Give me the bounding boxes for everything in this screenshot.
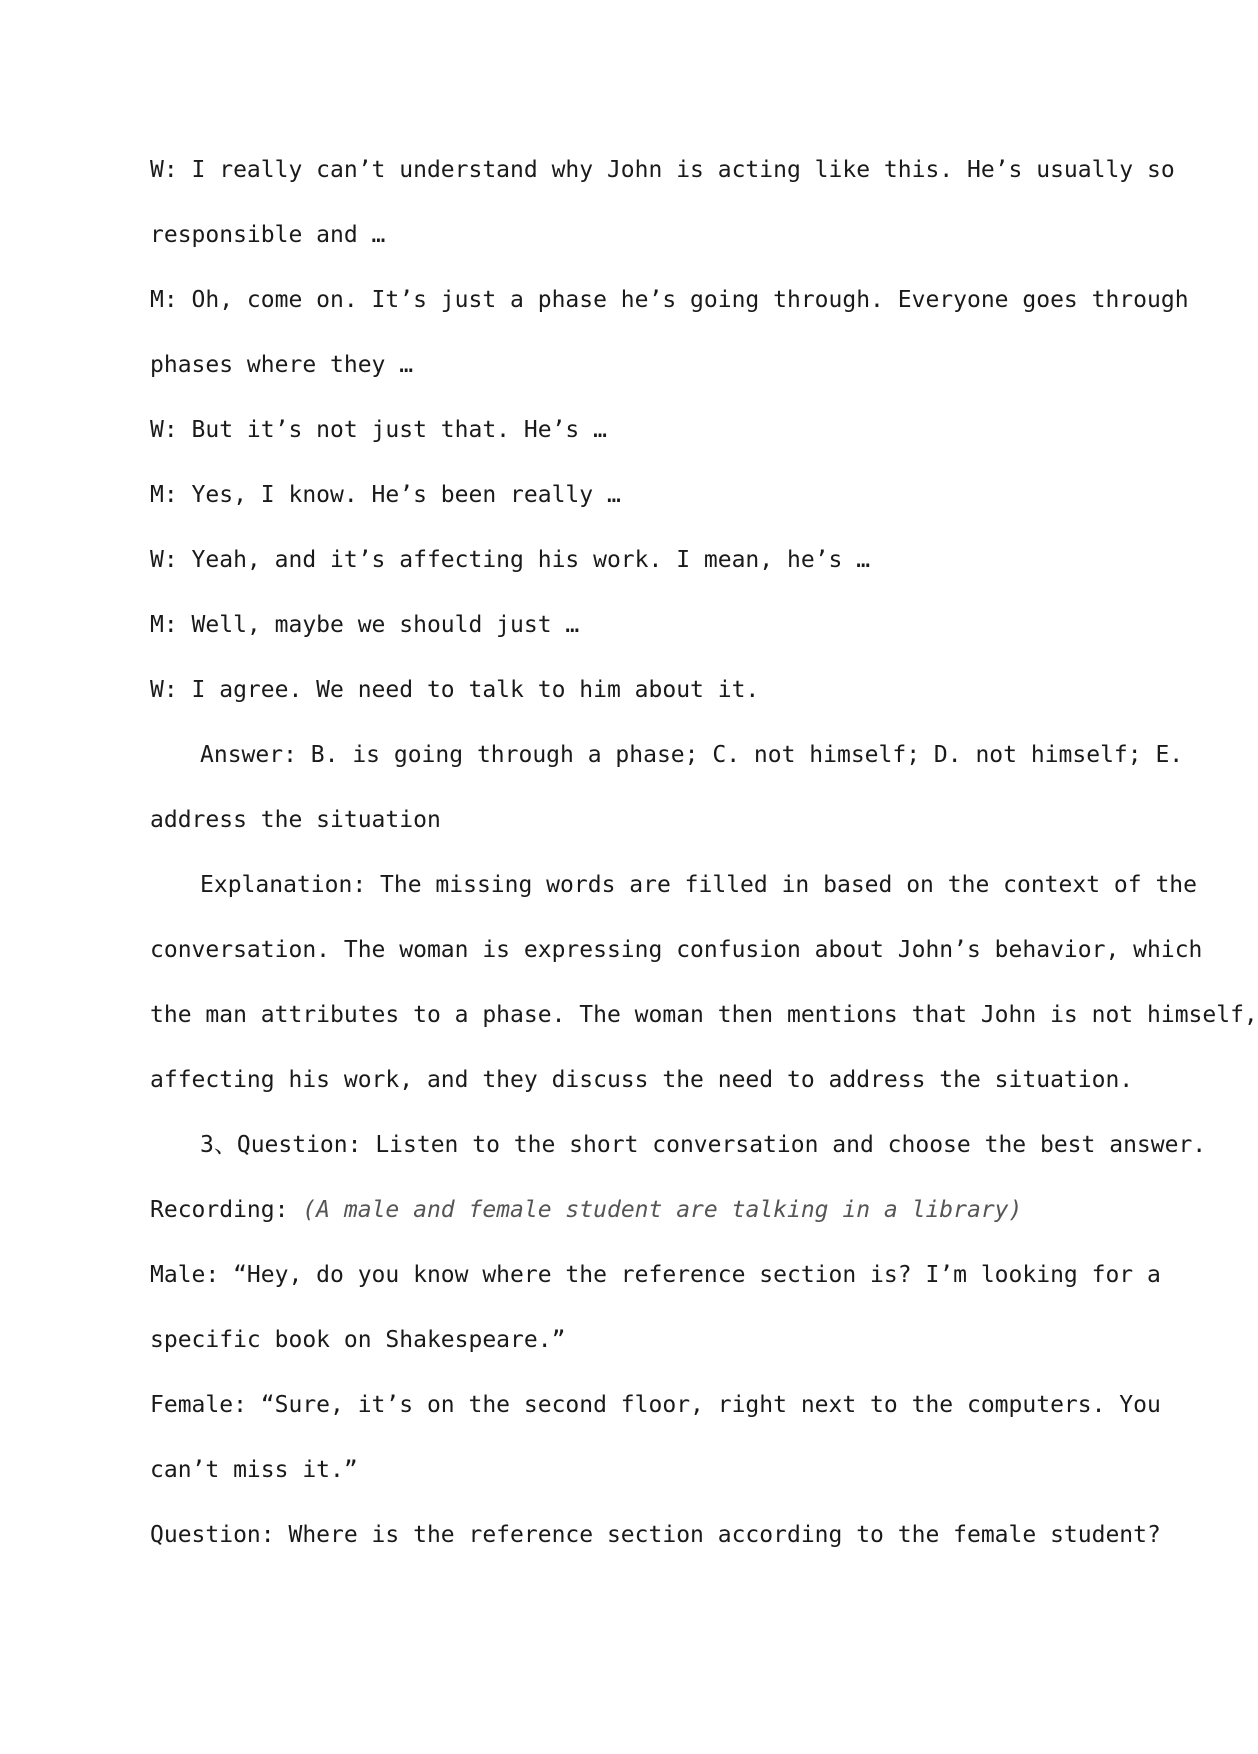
dialogue-line: phases where they …	[150, 352, 414, 378]
dialogue-line: W: But it’s not just that. He’s …	[150, 417, 607, 443]
answer-line: address the situation	[150, 807, 441, 833]
recording-note: (A male and female student are talking in a library)	[302, 1197, 1023, 1223]
dialogue-line: M: Yes, I know. He’s been really …	[150, 482, 621, 508]
dialogue-line: M: Oh, come on. It’s just a phase he’s going through. Everyone goes through	[150, 287, 1189, 313]
male-line: specific book on Shakespeare.”	[150, 1327, 566, 1353]
document-body	[150, 138, 1258, 1568]
answer-line: Answer: B. is going through a phase; C. not himself; D. not himself; E.	[200, 742, 1184, 768]
female-line: Female: “Sure, it’s on the second floor, right next to the computers. You	[150, 1392, 1161, 1418]
explanation-line: Explanation: The missing words are filled in based on the context of the	[200, 872, 1197, 898]
dialogue-line: W: I agree. We need to talk to him about it.	[150, 677, 760, 703]
dialogue-line: responsible and …	[150, 222, 386, 248]
dialogue-line: W: Yeah, and it’s affecting his work. I mean, he’s …	[150, 547, 871, 573]
explanation-line: the man attributes to a phase. The woman then mentions that John is not himself,	[150, 1002, 1258, 1028]
dialogue-line: M: Well, maybe we should just …	[150, 612, 580, 638]
male-line: Male: “Hey, do you know where the reference section is? I’m looking for a	[150, 1262, 1161, 1288]
female-line: can’t miss it.”	[150, 1457, 358, 1483]
explanation-line: conversation. The woman is expressing confusion about John’s behavior, which	[150, 937, 1203, 963]
question-line: Question: Where is the reference section according to the female student?	[150, 1522, 1161, 1548]
dialogue-line: W: I really can’t understand why John is acting like this. He’s usually so	[150, 157, 1175, 183]
explanation-line: affecting his work, and they discuss the need to address the situation.	[150, 1067, 1134, 1093]
recording-label: Recording:	[150, 1197, 303, 1223]
question-heading: 3、Question: Listen to the short conversation and choose the best answer.	[200, 1132, 1207, 1158]
recording-line	[150, 1178, 1098, 1243]
